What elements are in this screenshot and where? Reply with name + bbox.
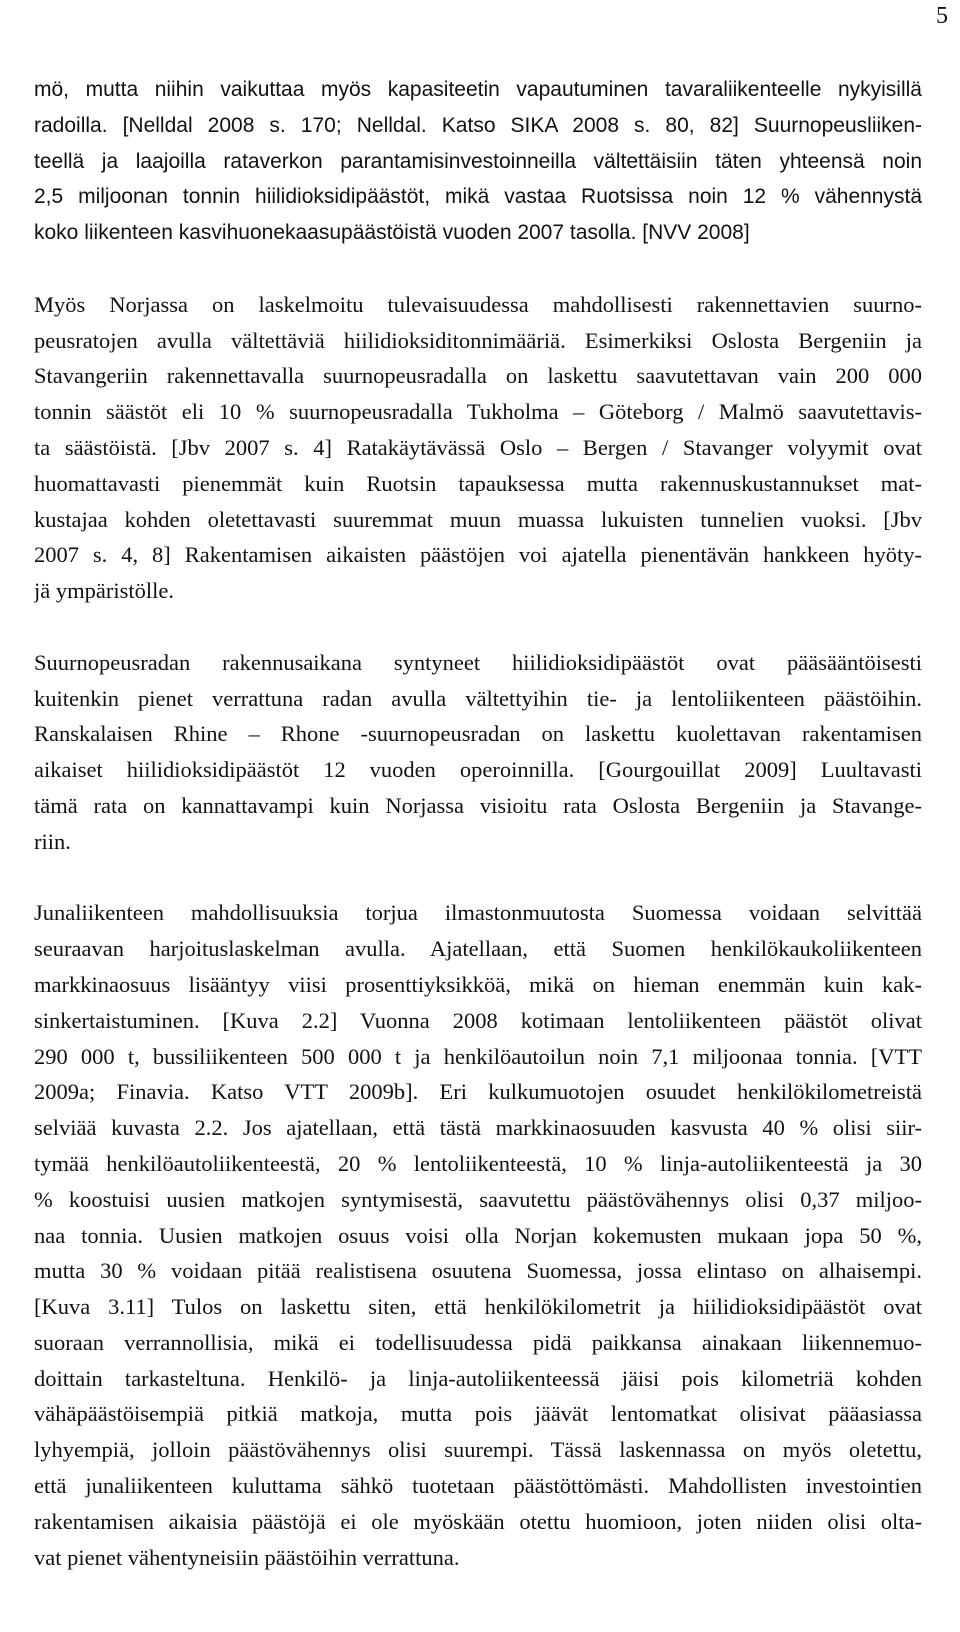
paragraph-1 bbox=[34, 72, 922, 251]
text-line: tymää henkilöautoliikenteestä, 20 % lentoliikenteestä, 10 % linja-autoliikenteestä ja 30 bbox=[34, 1150, 922, 1176]
paragraph-gap bbox=[34, 860, 922, 896]
text-line: Stavangeriin rakennettavalla suurnopeusradalla on laskettu saavutettavan vain 200 000 bbox=[34, 363, 922, 389]
text-line: riin. bbox=[34, 828, 71, 854]
text-line: Myös Norjassa on laskelmoitu tulevaisuudessa mahdollisesti rakennettavien suurno- bbox=[34, 291, 922, 317]
text-line: vat pienet vähentyneisiin päästöihin verrattuna. bbox=[34, 1544, 460, 1570]
text-line: radoilla. [Nelldal 2008 s. 170; Nelldal. Katso SIKA 2008 s. 80, 82] Suurnopeusliiken- bbox=[34, 113, 922, 137]
text-line: seuraavan harjoituslaskelman avulla. Ajatellaan, että Suomen henkilökaukoliikenteen bbox=[34, 936, 922, 962]
text-line: mutta 30 % voidaan pitää realistisena osuutena Suomessa, jossa elintaso on alhaisempi. bbox=[34, 1258, 922, 1284]
page-number: 5 bbox=[936, 3, 948, 29]
text-line: lyhyempiä, jolloin päästövähennys olisi suurempi. Tässä laskennassa on myös oletettu, bbox=[34, 1437, 922, 1463]
text-line: 2007 s. 4, 8] Rakentamisen aikaisten päästöjen voi ajatella pienentävän hankkeen hyöty- bbox=[34, 542, 922, 568]
text-line: suoraan verrannollisia, mikä ei todellisuudessa pidä paikkansa ainakaan liikennemuo- bbox=[34, 1329, 922, 1355]
paragraph-3 bbox=[34, 645, 922, 860]
text-line: että junaliikenteen kuluttama sähkö tuotetaan päästöttömästi. Mahdollisten investointien bbox=[34, 1473, 922, 1499]
paragraph-gap bbox=[34, 251, 922, 287]
text-line: selviää kuvasta 2.2. Jos ajatellaan, että tästä markkinaosuuden kasvusta 40 % olisi siir- bbox=[34, 1115, 922, 1141]
text-line: naa tonnia. Uusien matkojen osuus voisi olla Norjan kokemusten mukaan jopa 50 %, bbox=[34, 1222, 922, 1248]
text-line: kuitenkin pienet verrattuna radan avulla vältettyihin tie- ja lentoliikenteen päästöihin. bbox=[34, 685, 922, 711]
paragraph-2 bbox=[34, 287, 922, 609]
text-line: tämä rata on kannattavampi kuin Norjassa visioitu rata Oslosta Bergeniin ja Stavange- bbox=[34, 792, 922, 818]
text-line: peusratojen avulla vältettäviä hiilidioksiditonnimääriä. Esimerkiksi Oslosta Bergeniin ja bbox=[34, 327, 922, 353]
text-line: tonnin säästöt eli 10 % suurnopeusradalla Tukholma – Göteborg / Malmö saavutettavis- bbox=[34, 399, 922, 425]
text-line: ta säästöistä. [Jbv 2007 s. 4] Ratakäytävässä Oslo – Bergen / Stavanger volyymit ovat bbox=[34, 434, 922, 460]
text-line: 290 000 t, bussiliikenteen 500 000 t ja henkilöautoilun noin 7,1 miljoonaa tonnia. [VTT bbox=[34, 1043, 922, 1069]
text-line: [Kuva 3.11] Tulos on laskettu siten, että henkilökilometrit ja hiilidioksidipäästöt ovat bbox=[34, 1294, 922, 1320]
text-line: rakentamisen aikaisia päästöjä ei ole myöskään otettu huomioon, joten niiden olisi olta- bbox=[34, 1508, 922, 1534]
text-line: Suurnopeusradan rakennusaikana syntyneet hiilidioksidipäästöt ovat pääsääntöisesti bbox=[34, 649, 922, 675]
paragraph-gap bbox=[34, 609, 922, 645]
text-line: markkinaosuus lisääntyy viisi prosenttiyksikköä, mikä on hieman enemmän kuin kak- bbox=[34, 971, 922, 997]
text-line: 2009a; Finavia. Katso VTT 2009b]. Eri kulkumuotojen osuudet henkilökilometreistä bbox=[34, 1079, 922, 1105]
text-line: Ranskalaisen Rhine – Rhone -suurnopeusradan on laskettu kuolettavan rakentamisen bbox=[34, 721, 922, 747]
text-line: vähäpäästöisempiä pitkiä matkoja, mutta pois jäävät lentomatkat olisivat pääasiassa bbox=[34, 1401, 922, 1427]
text-line: Junaliikenteen mahdollisuuksia torjua ilmastonmuutosta Suomessa voidaan selvittää bbox=[34, 900, 922, 926]
text-line: aikaiset hiilidioksidipäästöt 12 vuoden operoinnilla. [Gourgouillat 2009] Luultavasti bbox=[34, 757, 922, 783]
text-line: sinkertaistuminen. [Kuva 2.2] Vuonna 2008 kotimaan lentoliikenteen päästöt olivat bbox=[34, 1007, 922, 1033]
text-line: koko liikenteen kasvihuonekaasupäästöistä vuoden 2007 tasolla. [NVV 2008] bbox=[34, 221, 750, 245]
text-line: doittain tarkasteltuna. Henkilö- ja linja-autoliikenteessä jäisi pois kilometriä kohden bbox=[34, 1365, 922, 1391]
text-line: 2,5 miljoonan tonnin hiilidioksidipäästöt, mikä vastaa Ruotsissa noin 12 % vähennystä bbox=[34, 185, 922, 209]
paragraph-4 bbox=[34, 895, 922, 1575]
text-line: jä ympäristölle. bbox=[34, 578, 174, 604]
text-line: % koostuisi uusien matkojen syntymisestä, saavutettu päästövähennys olisi 0,37 miljoo- bbox=[34, 1186, 922, 1212]
text-line: mö, mutta niihin vaikuttaa myös kapasiteetin vapautuminen tavaraliikenteelle nykyisillä bbox=[34, 78, 922, 101]
text-line: teellä ja laajoilla rataverkon parantamisinvestoinneilla vältettäisiin täten yhteensä noin bbox=[34, 149, 922, 173]
text-line: huomattavasti pienemmät kuin Ruotsin tapauksessa mutta rakennuskustannukset mat- bbox=[34, 470, 922, 496]
text-line: kustajaa kohden oletettavasti suuremmat muun muassa lukuisten tunnelien vuoksi. [Jbv bbox=[34, 506, 922, 532]
document-body bbox=[34, 72, 922, 1575]
